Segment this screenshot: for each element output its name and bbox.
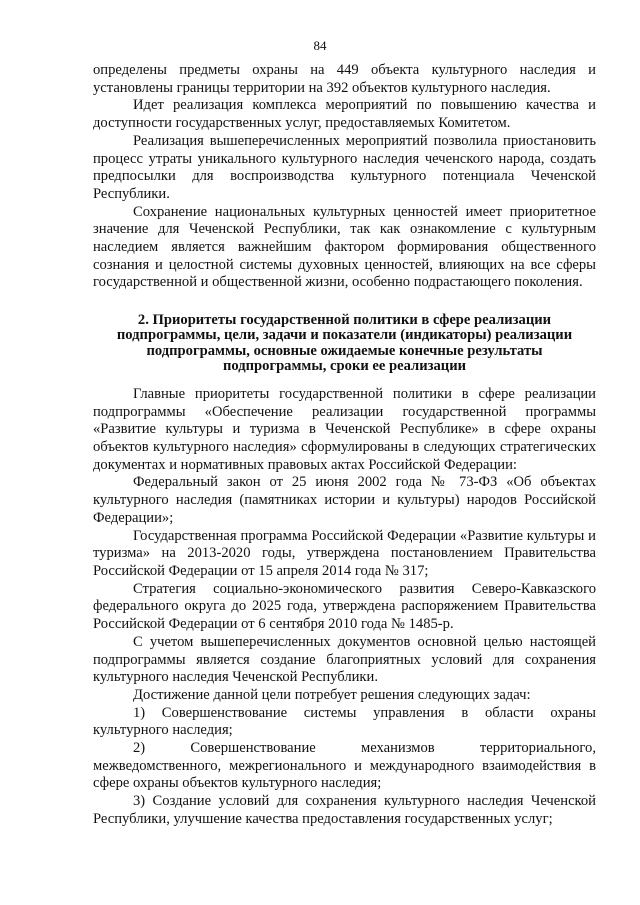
spacer <box>93 374 596 386</box>
paragraph: Стратегия социально-экономического развития Северо-Кавказского федерального округа до 2025 года, утверждена распоряжением Правительства Российской Федерации от 6 сентября 2010 года № 1485-р. <box>93 580 596 633</box>
page-number: 84 <box>313 38 327 53</box>
list-item: 2) Совершенствование механизмов территориального, межведомственного, межрегионального и международного взаимодействия в сфере охраны объектов культурного наследия; <box>93 740 596 792</box>
section-heading-line: подпрограммы, основные ожидаемые конечные результаты <box>146 342 543 359</box>
section-heading-line: 2. Приоритеты государственной политики в сфере реализации <box>137 312 552 329</box>
section-heading <box>93 313 596 374</box>
paragraph: Достижение данной цели потребует решения следующих задач: <box>133 686 531 703</box>
paragraph: Государственная программа Российской Федерации «Развитие культуры и туризма» на 2013-2020 годы, утверждена постановлением Правительства Российской Федерации от 15 апреля 2014 года № 317; <box>93 527 596 579</box>
paragraph: Главные приоритеты государственной политики в сфере реализации подпрограммы «Обеспечение реализации государственной программы «Развитие культуры и туризма в Чеченской Республике» в сфере охраны объектов культурного наследия» сформулированы в следующих стратегических документах и нормативных правовых актах Российской Федерации: <box>93 385 596 473</box>
paragraph: определены предметы охраны на 449 объекта культурного наследия и установлены границы территории на 392 объектов культурного наследия. <box>93 62 596 96</box>
document-body <box>93 62 596 829</box>
paragraph: Идет реализация комплекса мероприятий по повышению качества и доступности государственных услуг, предоставляемых Комитетом. <box>93 97 596 132</box>
section-heading-line: подпрограммы, цели, задачи и показатели (индикаторы) реализации <box>116 327 573 344</box>
paragraph: Федеральный закон от 25 июня 2002 года № 73-ФЗ «Об объектах культурного наследия (памятниках истории и культуры) народов Российской Федерации»; <box>93 474 596 526</box>
list-item: 1) Совершенствование системы управления в области охраны культурного наследия; <box>93 704 596 739</box>
spacer <box>93 292 596 313</box>
paragraph: С учетом вышеперечисленных документов основной целью настоящей подпрограммы является создание благоприятных условий для сохранения культурного наследия Чеченской Республики. <box>93 633 596 686</box>
section-heading-line: подпрограммы, сроки ее реализации <box>222 357 467 374</box>
paragraph: Реализация вышеперечисленных мероприятий позволила приостановить процесс утраты уникального культурного наследия чеченского народа, создать предпосылки для воспроизводства культурного потенциала Чеченской Республики. <box>93 132 596 202</box>
paragraph: Сохранение национальных культурных ценностей имеет приоритетное значение для Чеченской Республики, так как ознакомление с культурным наследием является важнейшим фактором формирования общественного сознания и целостной системы духовных ценностей, влияющих на все сферы государственной и общественной жизни, особенно подрастающего поколения. <box>93 203 596 291</box>
list-item: 3) Создание условий для сохранения культурного наследия Чеченской Республики, улучшение качества предоставления государственных услуг; <box>93 793 596 827</box>
